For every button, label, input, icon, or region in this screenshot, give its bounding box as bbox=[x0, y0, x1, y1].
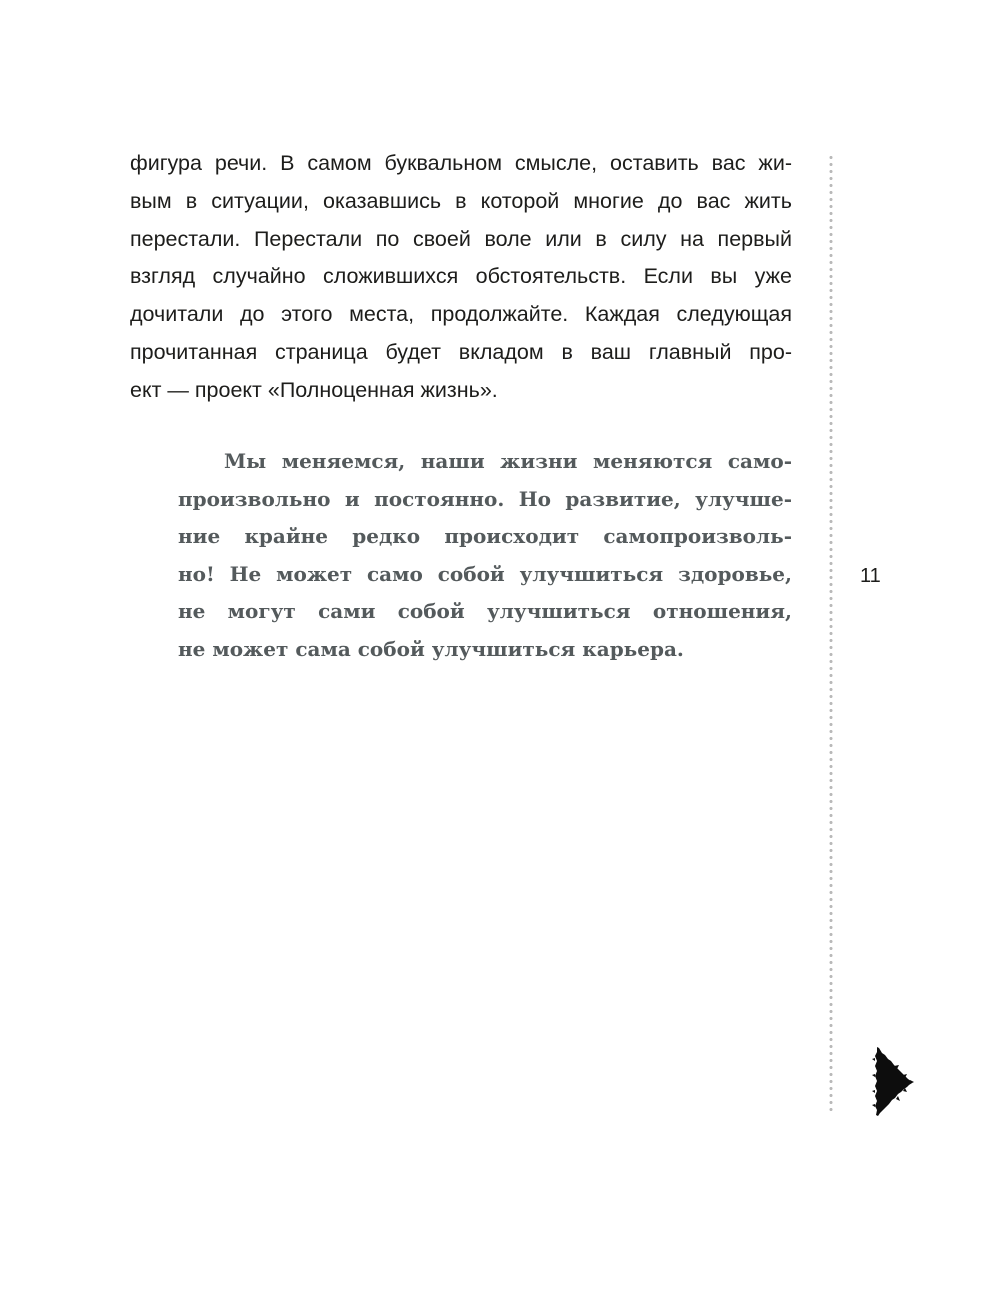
pull-quote-line: ние крайне редко происходит самопроизволь- bbox=[178, 524, 792, 549]
pull-quote bbox=[178, 443, 792, 669]
pull-quote-line: Мы меняемся, наши жизни меняются само- bbox=[224, 449, 792, 473]
dotted-margin-rule bbox=[829, 154, 833, 1112]
pull-quote-line: но! Не может само собой улучшиться здоровье, bbox=[178, 561, 792, 586]
body-line: дочитали до этого места, продолжайте. Каждая следующая bbox=[130, 302, 792, 327]
body-line: фигура речи. В самом буквальном смысле, оставить вас жи- bbox=[130, 151, 792, 175]
body-line: взгляд случайно сложившихся обстоятельств. Если вы уже bbox=[130, 264, 792, 289]
body-paragraph bbox=[130, 145, 792, 410]
brush-triangle-arrow-icon bbox=[872, 1044, 914, 1118]
pull-quote-line: не могут сами собой улучшиться отношения, bbox=[178, 599, 792, 624]
pull-quote-line: произвольно и постоянно. Но развитие, улучше- bbox=[178, 486, 792, 511]
body-line: вым в ситуации, оказавшись в которой многие до вас жить bbox=[130, 188, 792, 213]
body-line: прочитанная страница будет вкладом в ваш главный про- bbox=[130, 339, 792, 364]
page-number: 11 bbox=[860, 565, 881, 587]
pull-quote-line: не может сама собой улучшиться карьера. bbox=[178, 636, 684, 661]
body-line: ект — проект «Полноценная жизнь». bbox=[130, 377, 498, 402]
body-line: перестали. Перестали по своей воле или в силу на первый bbox=[130, 226, 792, 251]
